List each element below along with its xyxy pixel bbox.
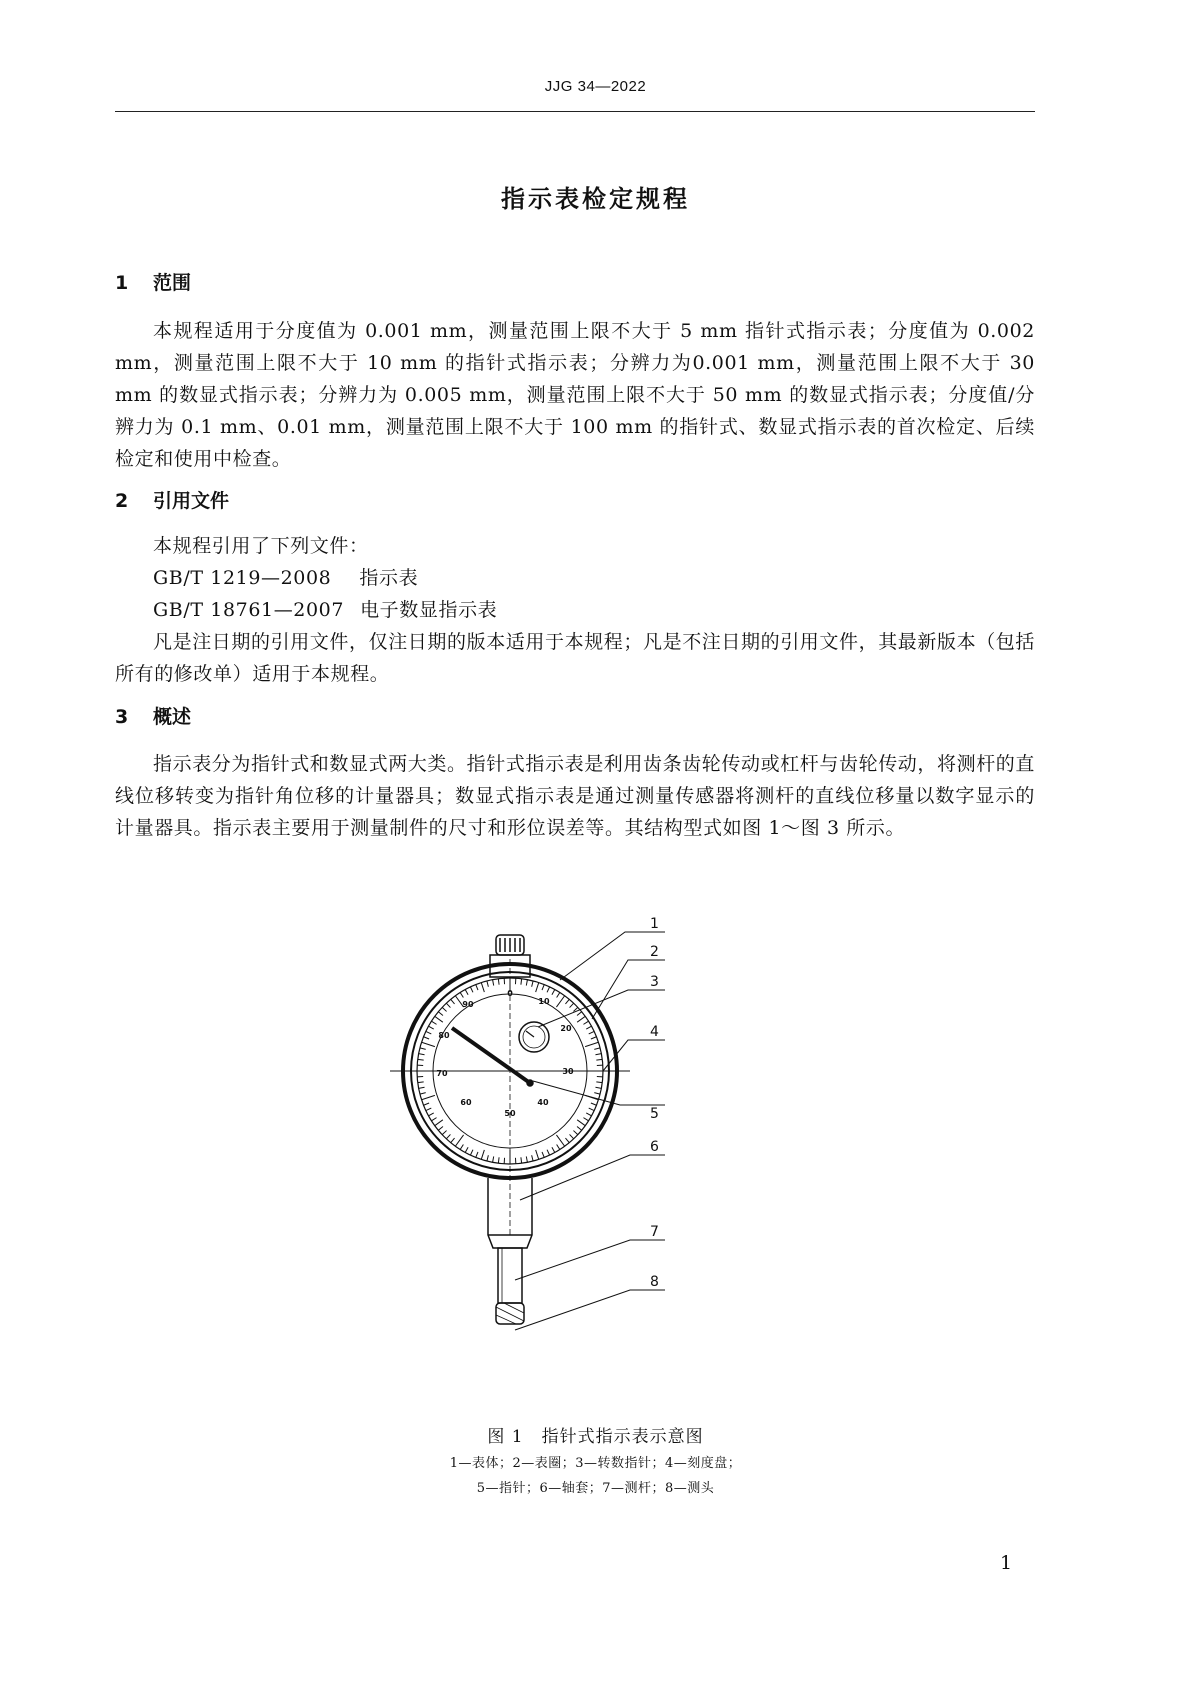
dial-tick: [542, 1152, 544, 1158]
dial-label: 80: [438, 1031, 450, 1040]
document-code-header: JJG 34—2022: [544, 78, 647, 95]
dial-tick: [526, 1156, 527, 1162]
dial-label: 40: [537, 1098, 549, 1107]
dial-tick: [420, 1048, 426, 1049]
page-number: 1: [1000, 1552, 1013, 1574]
dial-tick: [498, 1157, 499, 1163]
dial-label: 0: [507, 989, 513, 998]
dial-tick: [422, 1042, 435, 1046]
dial-tick: [594, 1048, 600, 1049]
callout-8: 8: [650, 1274, 659, 1290]
dial-tick: [542, 985, 544, 991]
dial-tick: [521, 1157, 522, 1163]
pointer-hub: [527, 1080, 533, 1086]
dial-tick: [438, 1012, 443, 1016]
dial-tick: [570, 1003, 574, 1007]
dial-tick: [455, 1135, 463, 1146]
section-1-paragraph: 本规程适用于分度值为 0.001 mm，测量范围上限不大于 5 mm 指针式指示表；分度值为 0.002 mm，测量范围上限不大于 10 mm 的指针式指示表；分辨力为0.001 mm，测量范围上限不大于 30 mm 的数显式指示表；分辨力为 0.005 mm，测量范围上限不大于 50 mm 的数显式指示表；分度值/分辨力为 0.1 mm、0.01 mm，测量范围上限不大于 100 mm 的指针式、数显式指示表的首次检定、后续检定和使用中检查。: [115, 320, 1035, 470]
dial-tick: [438, 1126, 443, 1130]
dial-label: 90: [462, 1000, 474, 1009]
dial-tick: [493, 1156, 494, 1162]
dial-tick: [487, 1155, 488, 1161]
callout-3: 3: [650, 974, 659, 990]
dial-tick: [481, 983, 484, 993]
dial-tick: [577, 1120, 585, 1126]
dial-tick: [577, 1126, 582, 1130]
dial-label: 30: [562, 1067, 574, 1076]
reference-name: 电子数显指示表: [360, 599, 498, 621]
dial-tick: [585, 1095, 598, 1099]
dial-tick: [429, 1113, 434, 1116]
dial-tick: [465, 1147, 468, 1152]
section-number: 3: [115, 706, 129, 728]
dial-tick: [570, 1134, 574, 1138]
dial-tick: [476, 1152, 478, 1158]
reference-item: [153, 562, 418, 594]
dial-tick: [556, 1135, 564, 1146]
dial-tick: [594, 1093, 600, 1094]
dial-tick: [565, 1138, 569, 1143]
dial-tick: [586, 1113, 591, 1116]
dial-tick: [465, 990, 468, 995]
dial-tick: [536, 983, 539, 993]
dial-tick: [424, 1037, 430, 1039]
references-intro: 本规程引用了下列文件：: [153, 535, 369, 557]
dial-tick: [446, 1134, 450, 1138]
dial-tick: [577, 1012, 582, 1016]
figure-legend-line: 5—指针；6—轴套；7—测杆；8—测头: [476, 1481, 715, 1496]
dial-tick: [596, 1059, 602, 1060]
callout-1: 1: [650, 916, 659, 932]
dial-tick: [442, 1007, 446, 1011]
dial-tick: [547, 1150, 550, 1155]
dial-label: 60: [460, 1098, 472, 1107]
dial-tick: [577, 1016, 585, 1022]
section-title: 范围: [153, 272, 192, 294]
section-title: 概述: [153, 706, 192, 728]
dial-tick: [596, 1082, 602, 1083]
dial-tick: [451, 999, 455, 1004]
reference-code: GB/T 1219—2008: [153, 567, 332, 589]
dial-tick: [521, 979, 522, 985]
figure-legend-line: 1—表体；2—表圈；3—转数指针；4—刻度盘；: [449, 1456, 742, 1471]
section-3-heading: [115, 702, 191, 729]
dial-tick: [493, 980, 494, 986]
header-rule: [115, 111, 1035, 112]
section-2-heading: [115, 486, 229, 513]
dial-tick: [591, 1037, 597, 1039]
dial-tick: [565, 999, 569, 1004]
dial-tick: [532, 981, 533, 987]
dial-tick: [442, 1131, 446, 1135]
dial-indicator-figure: [400, 916, 740, 1395]
section-1-heading: [115, 268, 191, 295]
dial-tick: [583, 1118, 588, 1121]
dial-tick: [536, 1150, 539, 1160]
dial-tick: [431, 1118, 436, 1121]
dial-tick: [595, 1087, 601, 1088]
dial-tick: [426, 1108, 431, 1111]
dial-tick: [429, 1026, 434, 1029]
dial-tick: [418, 1059, 424, 1060]
dial-tick: [446, 1003, 450, 1007]
reference-code: GB/T 18761—2007: [153, 599, 345, 621]
dial-tick: [476, 985, 478, 991]
dial-tick: [589, 1108, 594, 1111]
dial-label: 10: [538, 997, 550, 1006]
document-title: 指示表检定规程: [501, 185, 690, 213]
dial-tick: [460, 1144, 463, 1149]
section-number: 2: [115, 490, 129, 512]
dial-tick: [470, 987, 473, 992]
dial-label: 70: [436, 1069, 448, 1078]
dial-tick: [595, 1054, 601, 1055]
dial-tick: [487, 981, 488, 987]
dial-tick: [418, 1082, 424, 1083]
callout-7: 7: [650, 1224, 659, 1240]
callout-2: 2: [650, 944, 659, 960]
section-title: 引用文件: [153, 490, 230, 512]
dial-tick: [586, 1026, 591, 1029]
callout-6: 6: [650, 1139, 659, 1155]
dial-tick: [573, 1131, 577, 1135]
dial-tick: [498, 979, 499, 985]
dial-tick: [422, 1095, 435, 1099]
dial-tick: [585, 1042, 598, 1046]
callout-5: 5: [650, 1106, 659, 1122]
dial-tick: [460, 992, 463, 997]
dial-tick: [426, 1031, 431, 1034]
section-3-paragraph: 指示表分为指针式和数显式两大类。指针式指示表是利用齿条齿轮传动或杠杆与齿轮传动，将测杆的直线位移转变为指针角位移的计量器具；数显式指示表是通过测量传感器将测杆的直线位移量以数字显示的计量器具。指示表主要用于测量制件的尺寸和形位误差等。其结构型式如图 1～图 3 所示。: [115, 753, 1036, 839]
dial-tick: [591, 1103, 597, 1105]
dial-label: 20: [560, 1024, 572, 1033]
reference-name: 指示表: [359, 567, 419, 589]
dial-tick: [424, 1103, 430, 1105]
dial-tick: [532, 1155, 533, 1161]
reference-item: [153, 594, 497, 626]
dial-tick: [589, 1031, 594, 1034]
dial-tick: [557, 1144, 560, 1149]
dial-tick: [419, 1054, 425, 1055]
dial-tick: [552, 1147, 555, 1152]
dial-tick: [470, 1150, 473, 1155]
dial-tick: [556, 996, 564, 1007]
dial-tick: [419, 1087, 425, 1088]
dial-label: 50: [504, 1109, 516, 1118]
dial-tick: [420, 1093, 426, 1094]
dial-tick: [526, 980, 527, 986]
callout-4: 4: [650, 1024, 659, 1040]
dial-tick: [481, 1150, 484, 1160]
dial-tick: [583, 1021, 588, 1024]
dial-tick: [435, 1016, 443, 1022]
dial-tick: [547, 987, 550, 992]
figure-caption: 图 1 指针式指示表示意图: [487, 1427, 704, 1447]
section-number: 1: [115, 272, 129, 294]
references-note: 凡是注日期的引用文件，仅注日期的版本适用于本规程；凡是不注日期的引用文件，其最新版本（包括所有的修改单）适用于本规程。: [115, 631, 1036, 685]
dial-tick: [557, 992, 560, 997]
dial-tick: [431, 1021, 436, 1024]
dial-tick: [552, 990, 555, 995]
dial-tick: [435, 1120, 443, 1126]
dial-tick: [451, 1138, 455, 1143]
